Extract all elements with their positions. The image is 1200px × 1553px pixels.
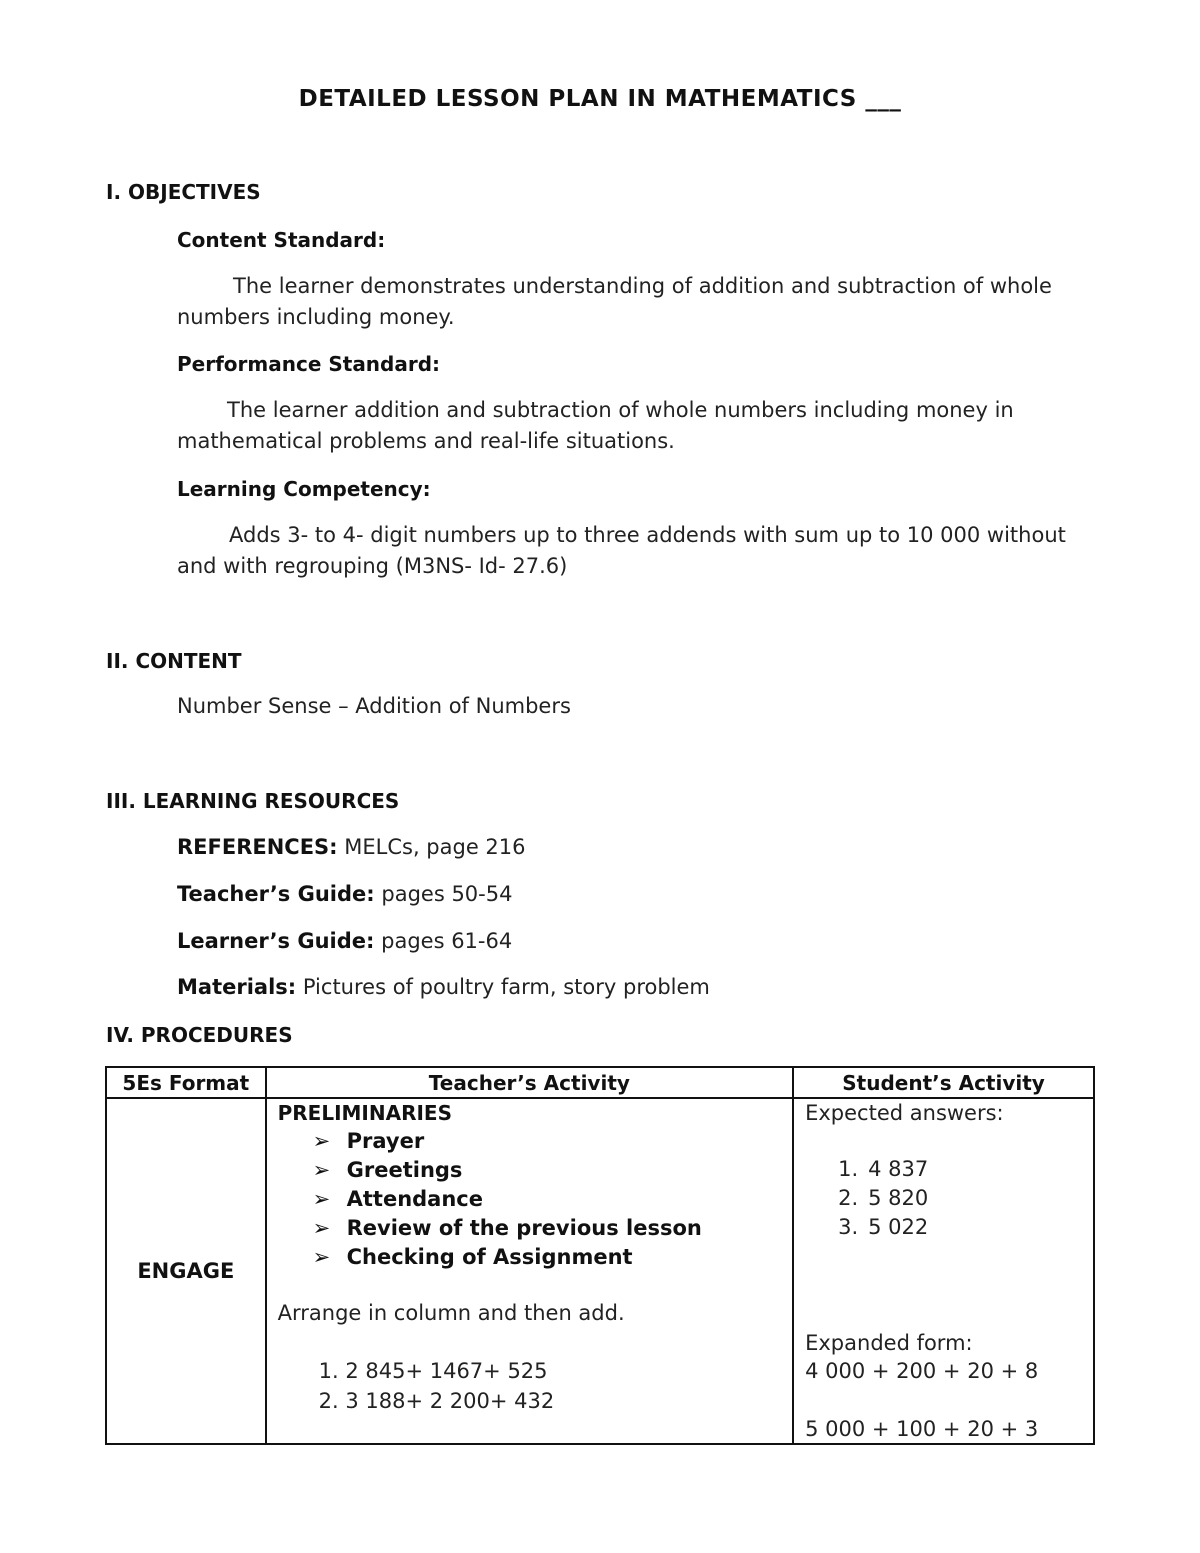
expanded-form-label: Expanded form: [805,1331,973,1355]
references-label: REFERENCES: [177,835,338,859]
answer-number: 2. [838,1186,859,1210]
arrow-bullet-icon: ➢ [312,1245,331,1269]
content-standard-value: The learner demonstrates understanding of addition and subtraction of whole numbers including money. [177,274,1052,329]
list-item [838,1215,928,1244]
procedures-table [105,1066,1095,1445]
answers-list [838,1157,928,1244]
teacher-activity-cell [266,1098,793,1444]
table-header-row [106,1067,1094,1098]
student-activity-cell [793,1098,1094,1444]
content-standard-text [177,271,1097,333]
list-item [313,1245,702,1274]
references-line [177,835,526,859]
preliminaries-heading: PRELIMINARIES [277,1101,452,1125]
learners-guide-line [177,929,512,953]
resources-heading: III. LEARNING RESOURCES [106,789,400,813]
expanded-form-1: 4 000 + 200 + 20 + 8 [805,1359,1039,1383]
list-item [838,1157,928,1186]
list-item: 2. 3 188+ 2 200+ 432 [318,1389,555,1413]
references-value: MELCs, page 216 [344,835,526,859]
answer-value: 5 022 [868,1215,929,1239]
materials-label: Materials: [177,975,297,999]
problems-list [319,1359,555,1419]
bullet-text: Checking of Assignment [346,1245,633,1269]
performance-standard-value: The learner addition and subtraction of whole numbers including money in mathematical problems and real-life situations. [177,398,1014,453]
answer-value: 5 820 [868,1186,929,1210]
column-header-teacher: Teacher’s Activity [266,1067,793,1098]
answer-number: 3. [838,1215,859,1239]
column-header-5es: 5Es Format [106,1067,266,1098]
content-text: Number Sense – Addition of Numbers [177,694,571,718]
answer-number: 1. [838,1157,859,1181]
teachers-guide-value: pages 50-54 [381,882,513,906]
preliminaries-list [313,1129,702,1274]
objectives-heading: I. OBJECTIVES [106,180,261,204]
learners-guide-label: Learner’s Guide: [177,929,375,953]
learning-competency-value: Adds 3- to 4- digit numbers up to three addends with sum up to 10 000 without and with regrouping (M3NS- Id- 27.6) [177,523,1066,578]
answer-value: 4 837 [868,1157,929,1181]
procedures-heading: IV. PROCEDURES [106,1023,293,1047]
learners-guide-value: pages 61-64 [381,929,513,953]
learning-competency-label: Learning Competency: [177,477,431,501]
bullet-text: Attendance [346,1187,483,1211]
page-title: DETAILED LESSON PLAN IN MATHEMATICS ___ [298,86,902,112]
list-item [313,1129,702,1158]
performance-standard-text [177,395,1097,457]
column-header-student: Student’s Activity [793,1067,1094,1098]
list-item [313,1187,702,1216]
content-heading: II. CONTENT [106,649,242,673]
arrow-bullet-icon: ➢ [312,1216,331,1240]
expected-answers-label: Expected answers: [805,1101,1004,1125]
bullet-text: Review of the previous lesson [346,1216,702,1240]
list-item: 1. 2 845+ 1467+ 525 [318,1359,548,1383]
teachers-guide-label: Teacher’s Guide: [177,882,375,906]
table-row [106,1098,1094,1444]
arrow-bullet-icon: ➢ [312,1187,331,1211]
arrow-bullet-icon: ➢ [312,1158,331,1182]
materials-value: Pictures of poultry farm, story problem [302,975,710,999]
bullet-text: Greetings [346,1158,463,1182]
teachers-guide-line [177,882,512,906]
list-item [313,1158,702,1187]
list-item [838,1186,928,1215]
learning-competency-text [177,520,1097,582]
bullet-text: Prayer [346,1129,425,1153]
phase-cell: ENGAGE [106,1098,266,1444]
arrange-instruction: Arrange in column and then add. [277,1301,625,1325]
performance-standard-label: Performance Standard: [177,352,441,376]
expanded-form-2: 5 000 + 100 + 20 + 3 [805,1417,1039,1441]
arrow-bullet-icon: ➢ [312,1129,331,1153]
content-standard-label: Content Standard: [177,228,386,252]
materials-line [177,975,710,999]
list-item [313,1216,702,1245]
